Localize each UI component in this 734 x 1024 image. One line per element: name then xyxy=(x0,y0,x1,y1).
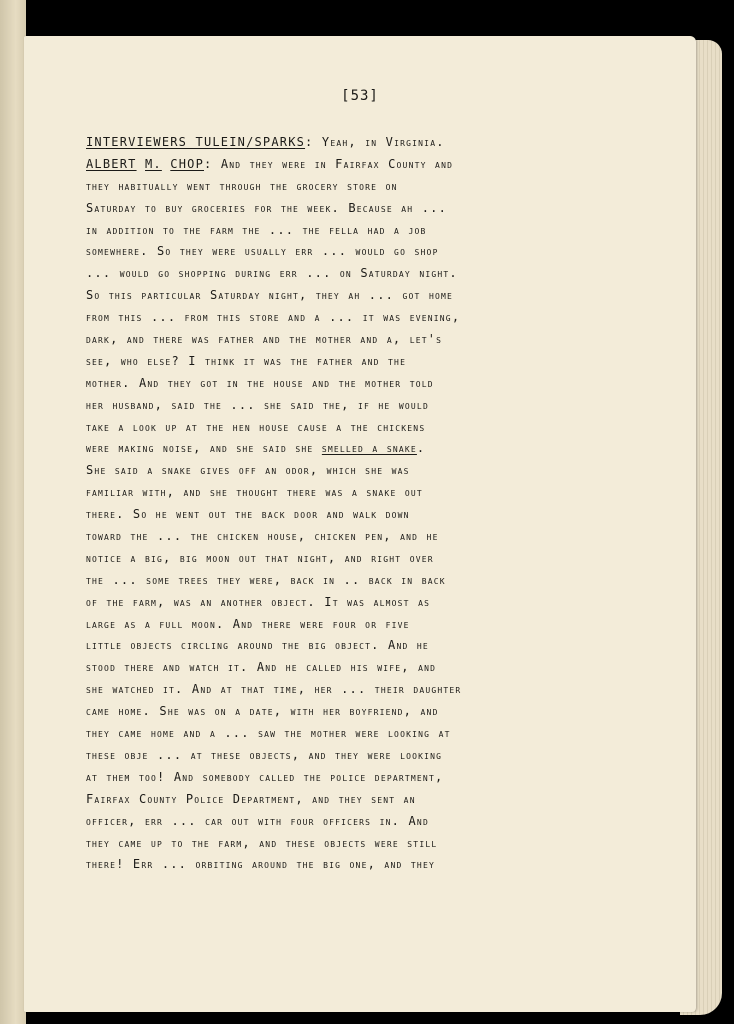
text-line xyxy=(86,614,686,636)
text-line xyxy=(86,395,686,417)
text-segment: So this particular Saturday night, they ah ... got home xyxy=(86,288,454,303)
text-segment: she watched it. And at that time, her ... their daughter xyxy=(86,682,462,697)
text-segment: they habitually went through the grocery store on xyxy=(86,178,398,193)
text-segment: her husband, said the ... she said the, if he would xyxy=(86,397,429,412)
speaker-name: INTERVIEWERS TULEIN/SPARKS xyxy=(86,135,306,149)
speaker-name: CHOP xyxy=(170,156,204,171)
text-segment: familiar with, and she thought there was a snake out xyxy=(86,485,423,500)
text-segment: : And they were in Fairfax County and xyxy=(204,156,454,171)
transcript-text xyxy=(86,132,686,895)
text-segment: came home. She was on a date, with her boyfriend, and xyxy=(86,704,439,719)
text-segment: of the farm, was an another object. It was almost as xyxy=(86,594,431,609)
text-segment: at them too! And somebody called the police department, xyxy=(86,769,444,784)
text-line xyxy=(86,833,686,855)
text-line xyxy=(86,373,686,395)
text-line xyxy=(86,745,686,767)
text-line xyxy=(86,504,686,526)
text-segment: in addition to the farm the ... the fella had a job xyxy=(86,222,427,237)
text-line xyxy=(86,176,686,198)
text-line xyxy=(86,154,686,176)
speaker-name: M. xyxy=(145,156,162,171)
text-line xyxy=(86,198,686,220)
text-segment: dark, and there was father and the mother and a, let's xyxy=(86,332,443,347)
text-segment: officer, err ... car out with four officers in. And xyxy=(86,813,429,828)
text-line xyxy=(86,417,686,439)
text-segment: ... would go shopping during err ... on Saturday night. xyxy=(86,266,458,281)
text-segment: take a look up at the hen house cause a the chickens xyxy=(86,419,426,434)
text-line xyxy=(86,811,686,833)
text-line xyxy=(86,789,686,811)
text-line xyxy=(86,438,686,460)
text-line xyxy=(86,679,686,701)
paragraph xyxy=(86,132,686,154)
text-line xyxy=(86,263,686,285)
text-segment: notice a big, big moon out that night, and right over xyxy=(86,550,434,565)
text-line xyxy=(86,526,686,548)
text-line xyxy=(86,220,686,242)
text-line xyxy=(86,548,686,570)
text-line xyxy=(86,657,686,679)
text-segment: little objects circling around the big object. And he xyxy=(86,638,429,653)
speaker-name: ALBERT xyxy=(86,156,137,171)
text-segment: somewhere. So they were usually err ... would go shop xyxy=(86,244,439,259)
text-segment xyxy=(137,157,145,171)
text-segment: stood there and watch it. And he called his wife, and xyxy=(86,660,437,675)
text-line xyxy=(86,351,686,373)
text-segment: . xyxy=(416,441,426,456)
text-segment: these obje ... at these objects, and they were looking xyxy=(86,747,443,762)
text-segment: : Yeah, in Virginia. xyxy=(305,135,445,149)
text-segment: from this ... from this store and a ... it was evening, xyxy=(86,310,461,325)
text-segment: there. So he went out the back door and walk down xyxy=(86,507,410,522)
text-line xyxy=(86,285,686,307)
text-segment: Saturday to buy groceries for the week. Because ah ... xyxy=(86,200,448,215)
text-segment: there! Err ... orbiting around the big one, and they xyxy=(86,857,435,872)
text-line xyxy=(86,701,686,723)
text-line xyxy=(86,767,686,789)
text-line xyxy=(86,460,686,482)
page-number: [53] xyxy=(341,88,379,104)
text-segment: Fairfax County Police Department, and they sent an xyxy=(86,791,416,806)
text-line xyxy=(86,307,686,329)
book-page xyxy=(24,36,696,1012)
text-line xyxy=(86,241,686,263)
text-line xyxy=(86,329,686,351)
text-line xyxy=(86,723,686,745)
text-segment: see, who else? I think it was the father and the xyxy=(86,353,407,368)
text-line xyxy=(86,592,686,614)
text-segment: large as a full moon. And there were four or five xyxy=(86,616,410,631)
text-segment: She said a snake gives off an odor, which she was xyxy=(86,463,410,478)
text-line xyxy=(86,570,686,592)
facing-page-edge xyxy=(0,0,26,1024)
text-line xyxy=(86,132,686,154)
text-segment: they came up to the farm, and these objects were still xyxy=(86,835,438,850)
text-line xyxy=(86,854,686,876)
text-segment: the ... some trees they were, back in .. back in back xyxy=(86,572,446,587)
text-segment: were making noise, and she said she xyxy=(86,441,322,456)
paragraph xyxy=(86,154,686,876)
text-line xyxy=(86,635,686,657)
text-segment: they came home and a ... saw the mother were looking at xyxy=(86,726,451,741)
text-segment: toward the ... the chicken house, chicken pen, and he xyxy=(86,529,439,544)
text-segment: mother. And they got in the house and the mother told xyxy=(86,375,434,390)
underlined-phrase: smelled a snake xyxy=(321,441,417,456)
text-line xyxy=(86,482,686,504)
